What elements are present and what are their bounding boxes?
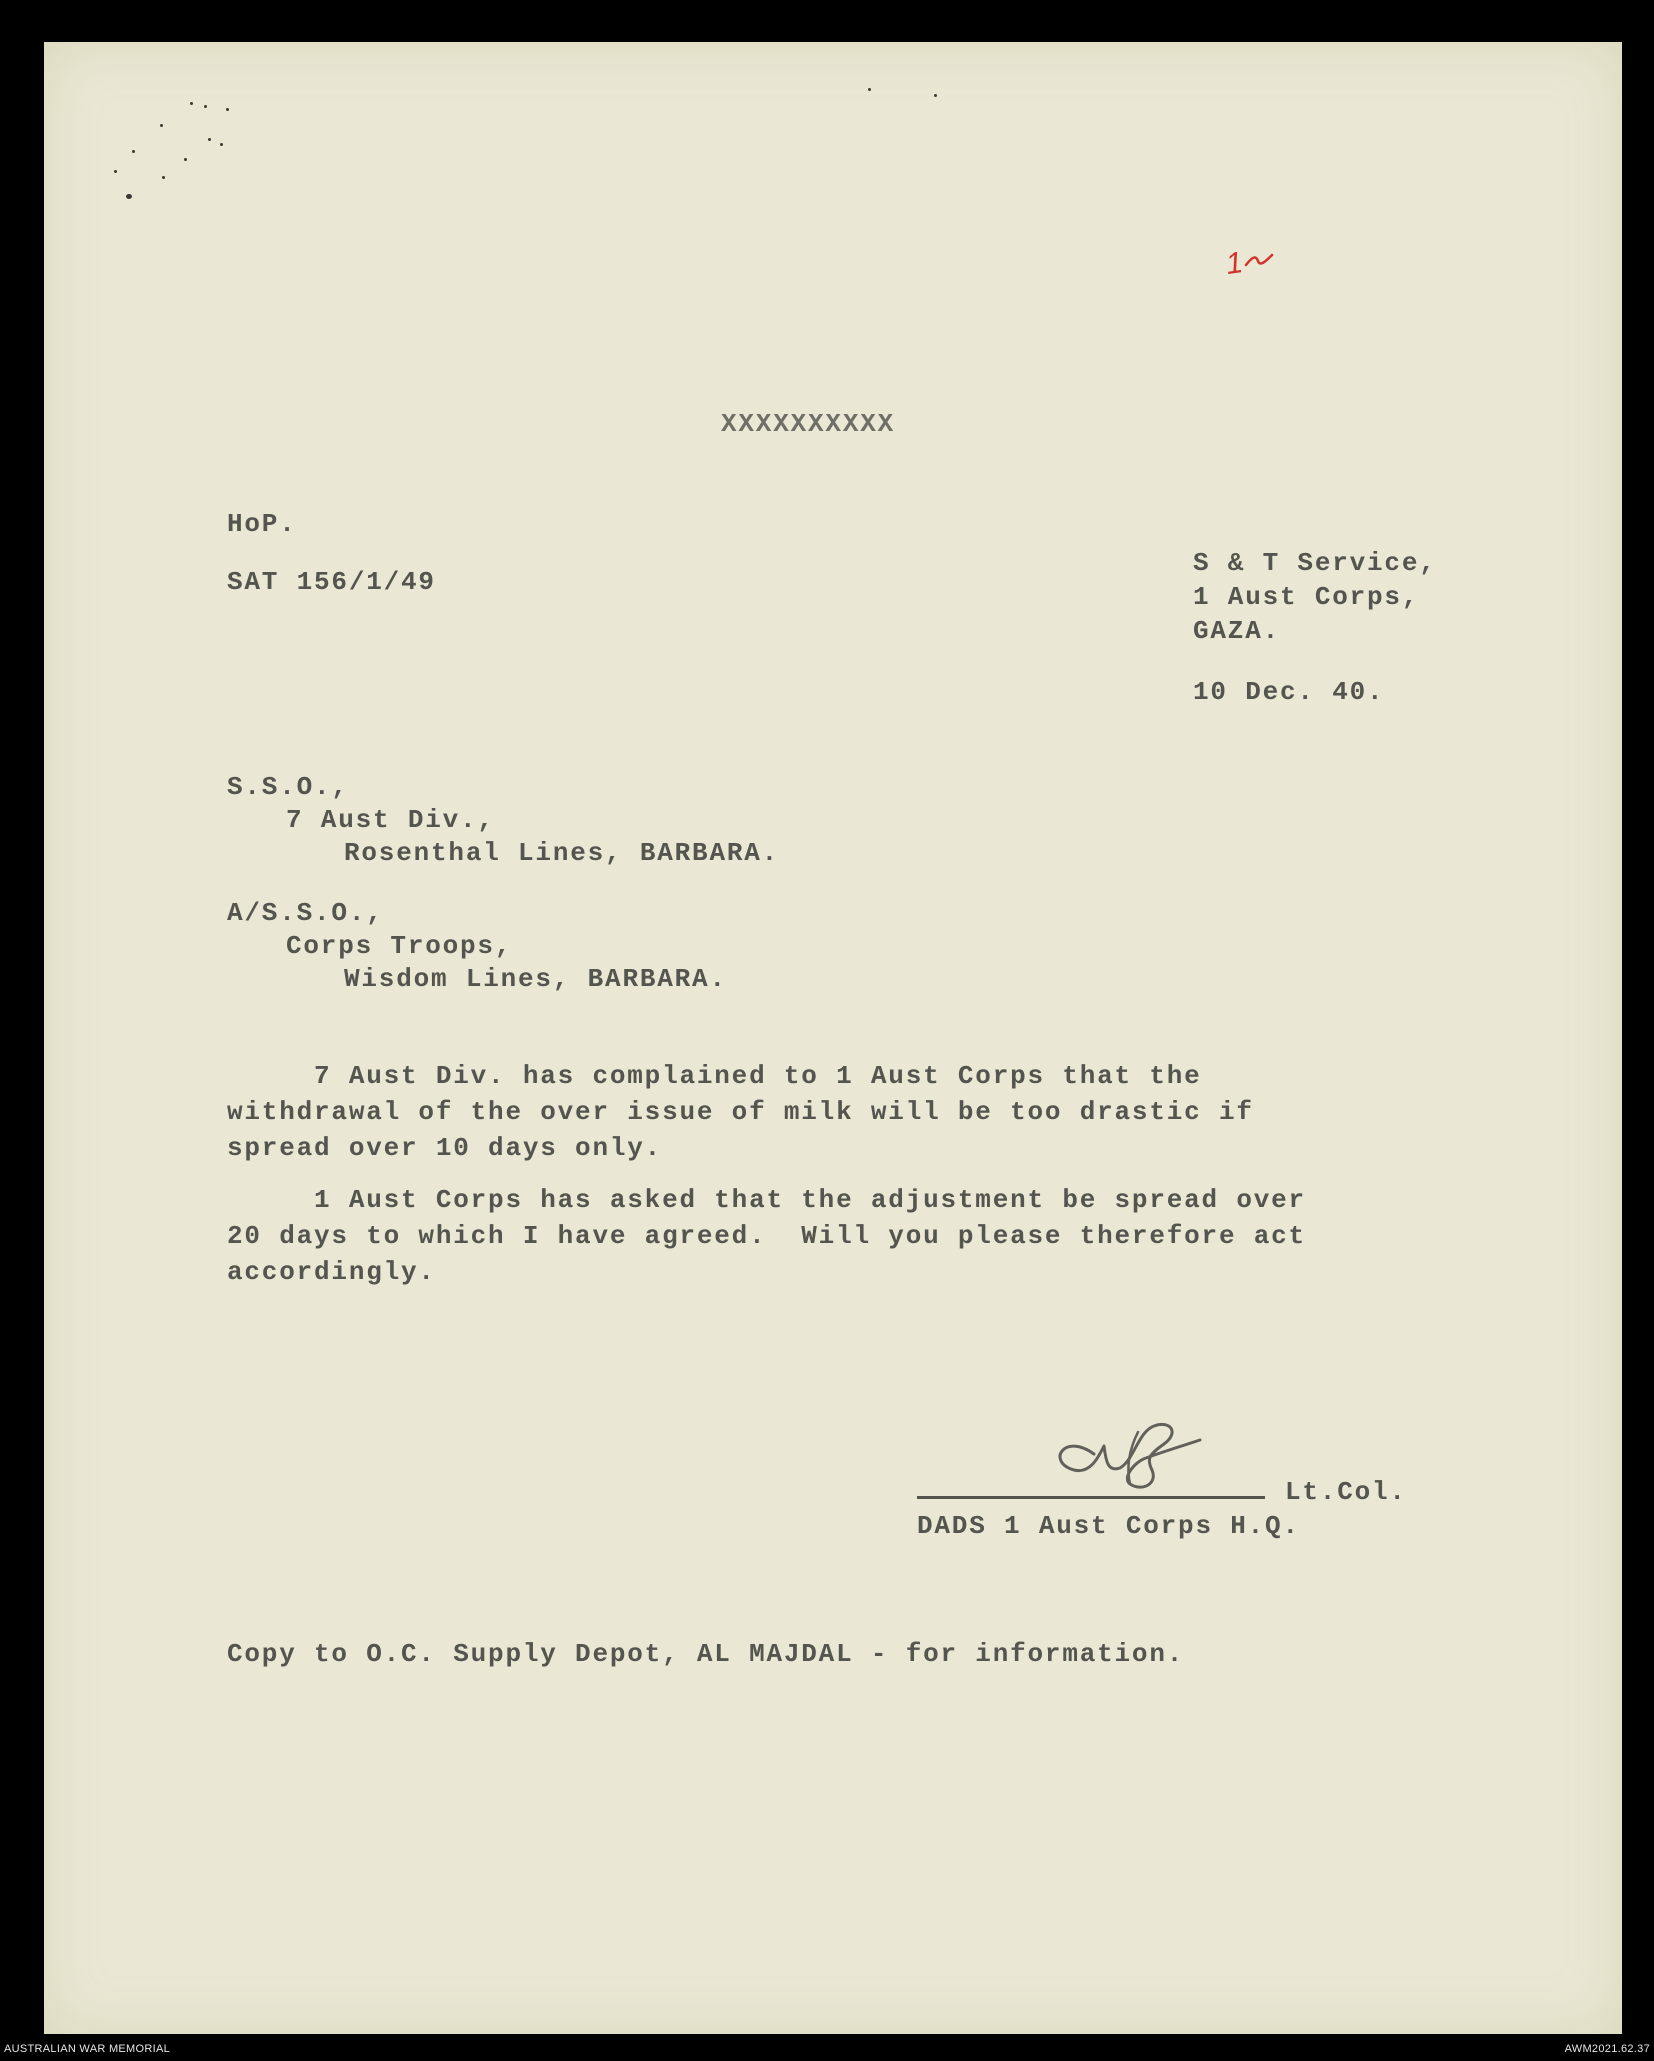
body-p2-line-3: accordingly. — [227, 1257, 436, 1287]
document-page — [44, 42, 1622, 2034]
sender-line-1: S & T Service, — [1193, 548, 1437, 578]
body-paragraph-1 — [227, 1058, 1254, 1166]
footer-institution: AUSTRALIAN WAR MEMORIAL — [4, 2043, 171, 2055]
recipient2-line-1: A/S.S.O., — [227, 898, 384, 928]
footer-accession-number: AWM2021.62.37 — [1564, 2043, 1650, 2055]
red-tick-mark — [1242, 251, 1282, 281]
reference-line-2: SAT 156/1/49 — [227, 567, 436, 597]
body-p2-line-2: 20 days to which I have agreed. Will you please therefore act — [227, 1221, 1306, 1251]
letter-date: 10 Dec. 40. — [1193, 677, 1385, 707]
recipient2-line-2: Corps Troops, — [286, 931, 513, 961]
reference-line-1: HoP. — [227, 509, 297, 539]
handwritten-signature — [1034, 1392, 1234, 1502]
sender-line-2: 1 Aust Corps, — [1193, 582, 1420, 612]
body-p2-line-1: 1 Aust Corps has asked that the adjustment be spread over — [227, 1185, 1306, 1215]
recipient1-line-1: S.S.O., — [227, 772, 349, 802]
heading-x-strike: XXXXXXXXXX — [721, 409, 896, 439]
signature-line — [917, 1496, 1265, 1499]
signatory-position: DADS 1 Aust Corps H.Q. — [917, 1511, 1300, 1541]
sender-line-3: GAZA. — [1193, 616, 1281, 646]
signatory-rank: Lt.Col. — [1285, 1477, 1407, 1507]
folio-annotation — [1224, 247, 1284, 297]
body-p1-line-3: spread over 10 days only. — [227, 1133, 663, 1163]
copy-to-note: Copy to O.C. Supply Depot, AL MAJDAL - for information. — [227, 1639, 1185, 1669]
recipient2-line-3: Wisdom Lines, BARBARA. — [344, 964, 727, 994]
folio-number: 1 — [1223, 246, 1245, 282]
recipient1-line-3: Rosenthal Lines, BARBARA. — [344, 838, 780, 868]
body-p1-line-1: 7 Aust Div. has complained to 1 Aust Corps that the — [227, 1061, 1202, 1091]
body-paragraph-2 — [227, 1182, 1306, 1290]
body-p1-line-2: withdrawal of the over issue of milk will be too drastic if — [227, 1097, 1254, 1127]
recipient1-line-2: 7 Aust Div., — [286, 805, 495, 835]
